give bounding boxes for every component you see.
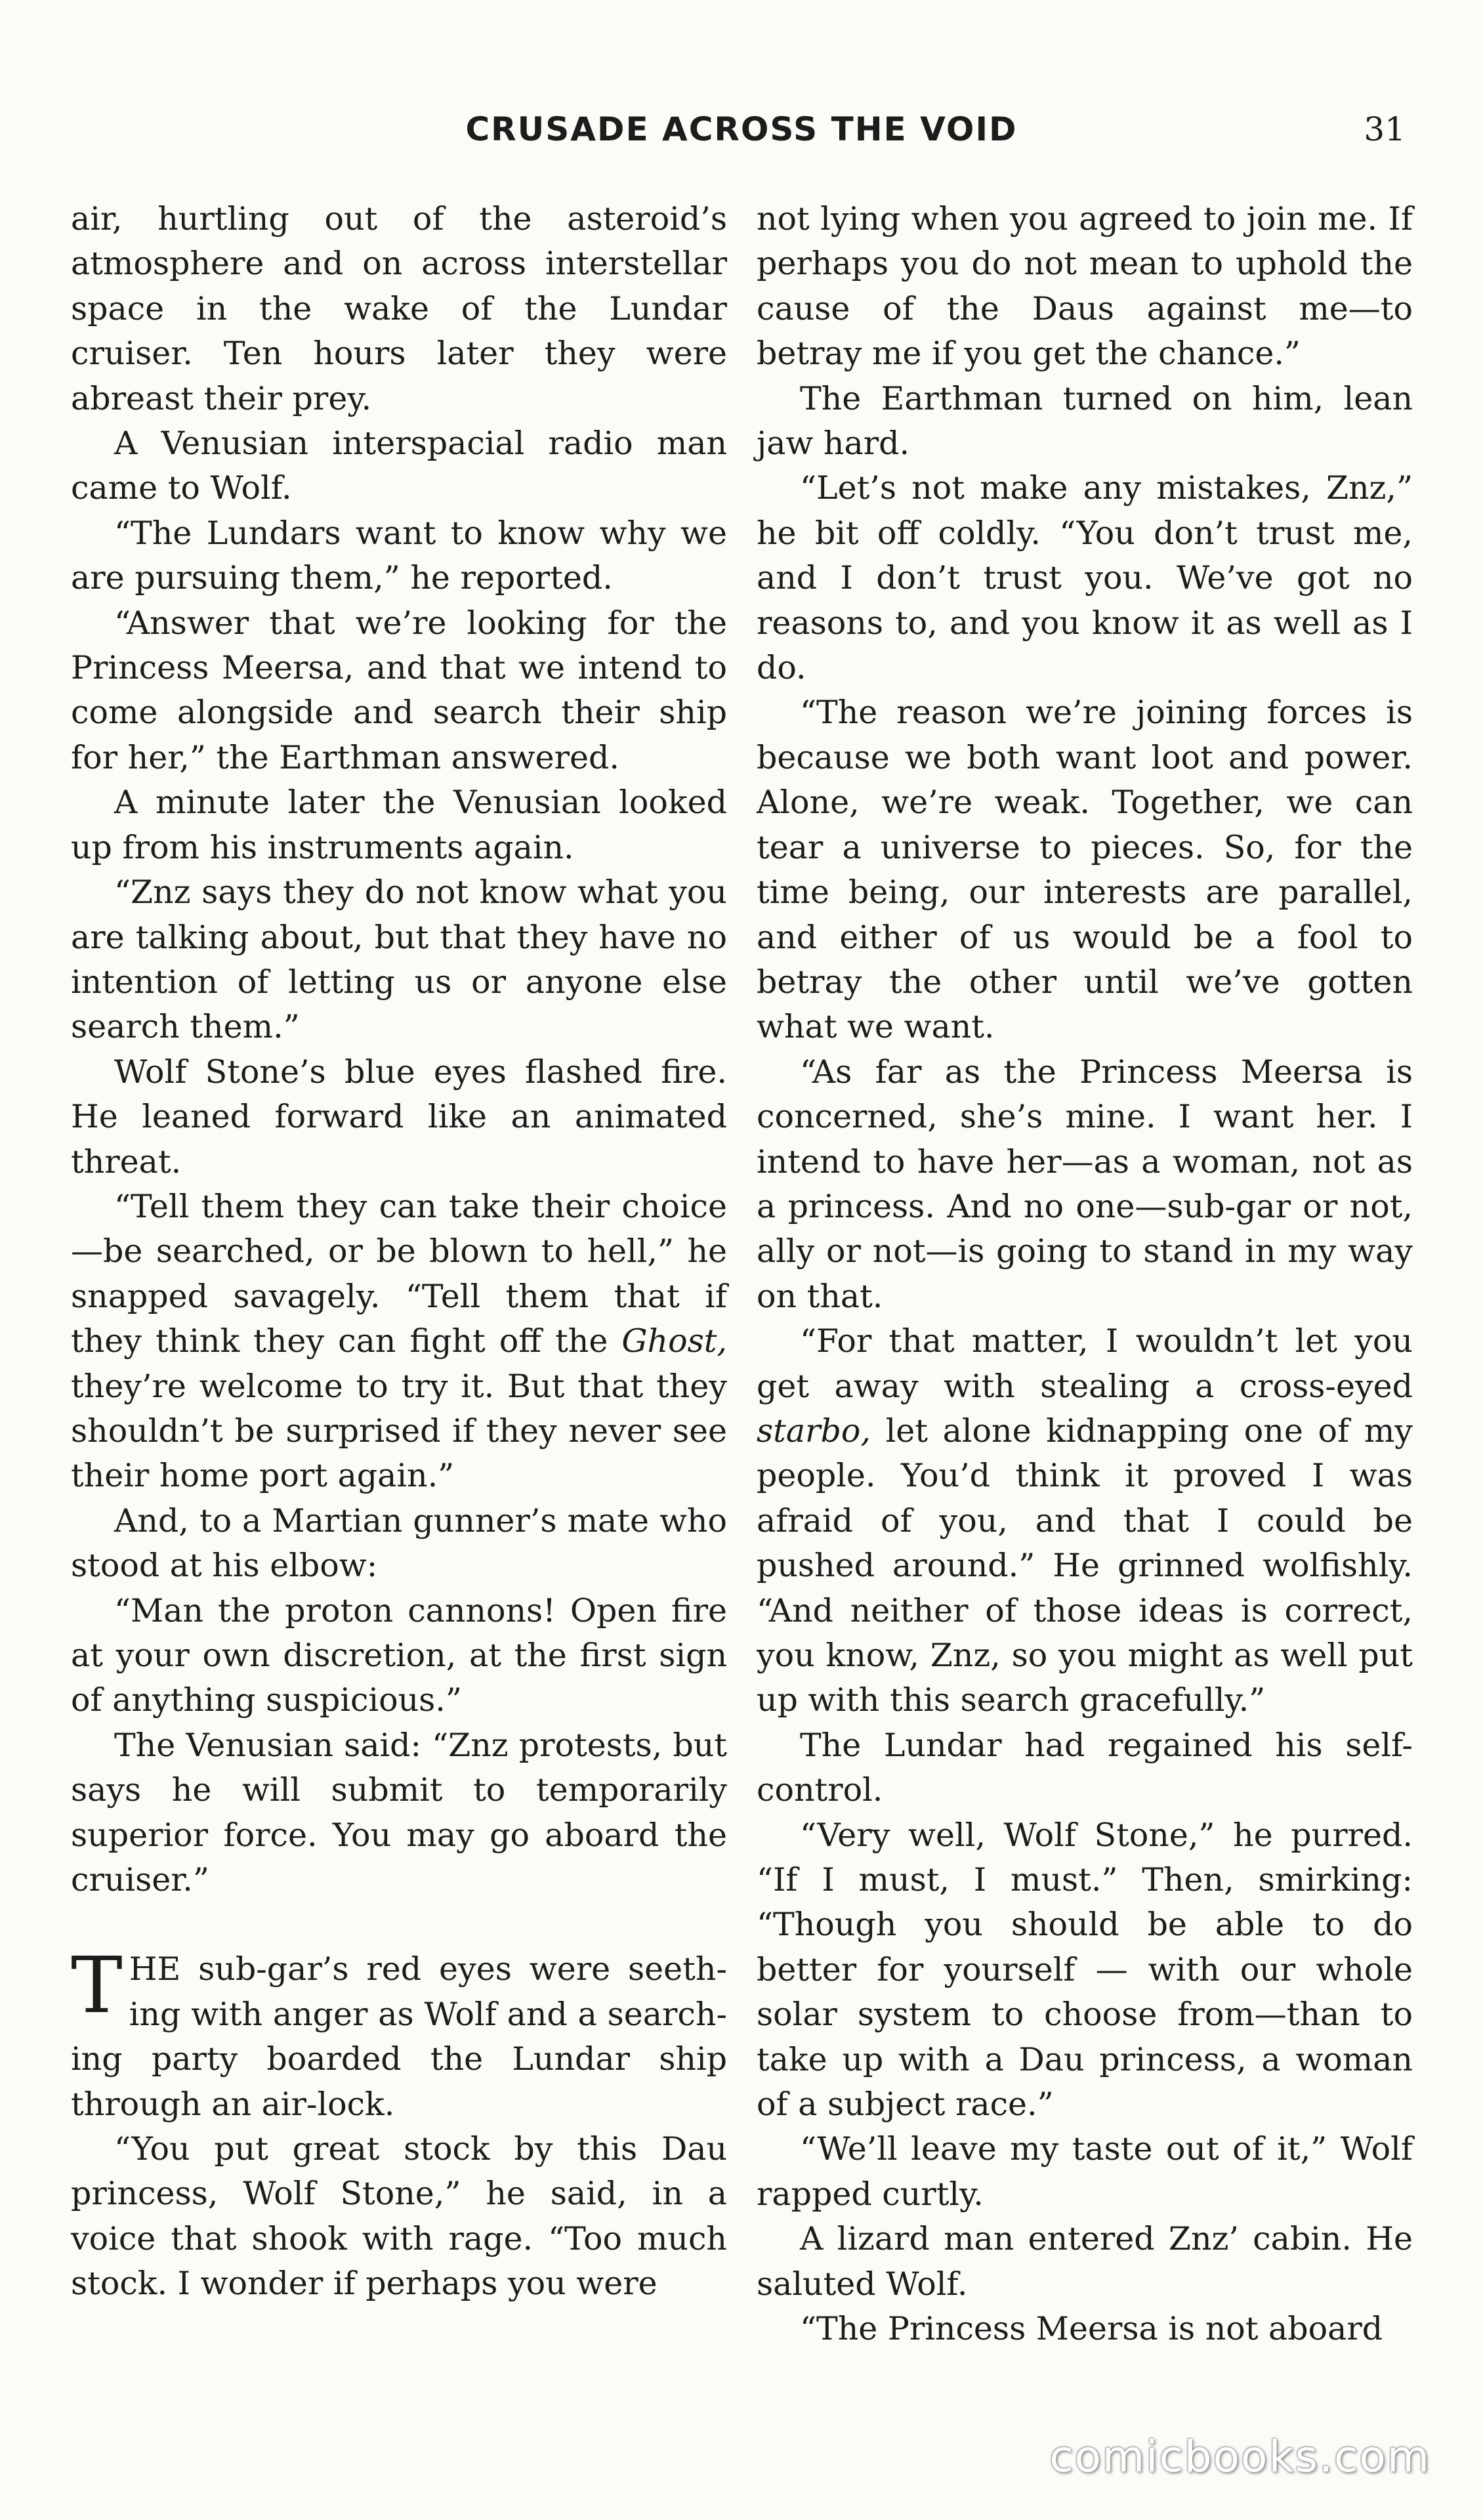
text-run: “Tell them they can take their choice—be searched, or be blown to hell,” he snapped savagely. “Tell them that if they think they can fight off the xyxy=(71,1187,727,1360)
text-run: they’re welcome to try it. But that they shouldn’t be surprised if they never see their home port again.” xyxy=(71,1367,727,1495)
paragraph xyxy=(71,1185,727,1499)
paragraph: The Lundar had regained his self-control. xyxy=(757,1726,1413,1809)
paragraph: “The Lundars want to know why we are pursuing them,” he reported. xyxy=(71,514,727,597)
watermark: comicbooks.com xyxy=(1049,2431,1431,2482)
paragraph: “Answer that we’re looking for the Princess Meersa, and that we intend to come alongside and search their ship for her,” the Earthman answered. xyxy=(71,604,727,776)
running-title: CRUSADE ACROSS THE VOID xyxy=(465,110,1018,148)
paragraph xyxy=(757,1319,1413,1723)
page-header xyxy=(0,110,1483,163)
drop-cap: T xyxy=(71,1940,123,2031)
paragraph: “Let’s not make any mistakes, Znz,” he bit off coldly. “You don’t trust me, and I don’t trust you. We’ve got no reasons to, and you know it as well as I do. xyxy=(757,469,1413,687)
paragraph: Wolf Stone’s blue eyes flashed fire. He leaned forward like an animated threat. xyxy=(71,1053,727,1181)
paragraph: “The reason we’re joining forces is because we both want loot and power. Alone, we’re weak. Together, we can tear a universe to pieces. So, for the time being, our interests are parallel, and either of us would be a fool to betray the other until we’ve gotten what we want. xyxy=(757,694,1413,1046)
right-column xyxy=(757,197,1413,2352)
paragraph: “Znz says they do not know what you are talking about, but that they have no intention of letting us or anyone else search them.” xyxy=(71,873,727,1046)
text-run: let alone kidnapping one of my people. You’d think it proved I was afraid of you, and that I could be pushed around.” He grinned wolfishly. “And neither of those ideas is correct, you know, Znz, so you might as well put up with this search gracefully.” xyxy=(757,1412,1413,1719)
paragraph: “As far as the Princess Meersa is concerned, she’s mine. I want her. I intend to have her—as a woman, not as a princess. And no one—sub-gar or not, ally or not—is going to stand in my way on that. xyxy=(757,1053,1413,1315)
page-number: 31 xyxy=(1364,110,1406,148)
paragraph: “We’ll leave my taste out of it,” Wolf rapped curtly. xyxy=(757,2130,1413,2213)
paragraph: A lizard man entered Znz’ cabin. He saluted Wolf. xyxy=(757,2220,1413,2303)
text-run: HE sub-gar’s red eyes were seething with anger as Wolf and a searching party boarded the Lundar ship through an air-lock. xyxy=(71,1950,727,2123)
text-run: “For that matter, I wouldn’t let you get away with stealing a cross-eyed xyxy=(757,1322,1413,1405)
paragraph: A Venusian interspacial radio man came to Wolf. xyxy=(71,425,727,507)
paragraph: “Very well, Wolf Stone,” he purred. “If I must, I must.” Then, smirking: “Though you should be able to do better for yourself — with our whole solar system to choose from—than to take up with a Dau princess, a woman of a subject race.” xyxy=(757,1816,1413,2124)
paragraph: “Man the proton cannons! Open fire at your own discretion, at the first sign of anything suspicious.” xyxy=(71,1591,727,1719)
left-column xyxy=(71,197,727,2307)
paragraph: air, hurtling out of the asteroid’s atmosphere and on across interstellar space in the wake of the Lundar cruiser. Ten hours later they were abreast their prey. xyxy=(71,200,727,417)
paragraph: “The Princess Meersa is not aboard xyxy=(800,2310,1383,2348)
italic-word: starbo, xyxy=(757,1412,871,1450)
paragraph: not lying when you agreed to join me. If perhaps you do not mean to uphold the cause of the Daus against me—to betray me if you get the chance.” xyxy=(757,200,1413,373)
paragraph: The Venusian said: “Znz protests, but says he will submit to temporarily superior force. You may go aboard the cruiser.” xyxy=(71,1726,727,1899)
paragraph: “You put great stock by this Dau princess, Wolf Stone,” he said, in a voice that shook with rage. “Too much stock. I wonder if perhaps you were xyxy=(71,2130,727,2303)
paragraph: The Earthman turned on him, lean jaw hard. xyxy=(757,379,1413,463)
section-opening-paragraph xyxy=(71,1940,727,2127)
paragraph: And, to a Martian gunner’s mate who stood at his elbow: xyxy=(71,1502,727,1585)
paragraph: A minute later the Venusian looked up from his instruments again. xyxy=(71,784,727,866)
ship-name: Ghost, xyxy=(621,1322,727,1360)
